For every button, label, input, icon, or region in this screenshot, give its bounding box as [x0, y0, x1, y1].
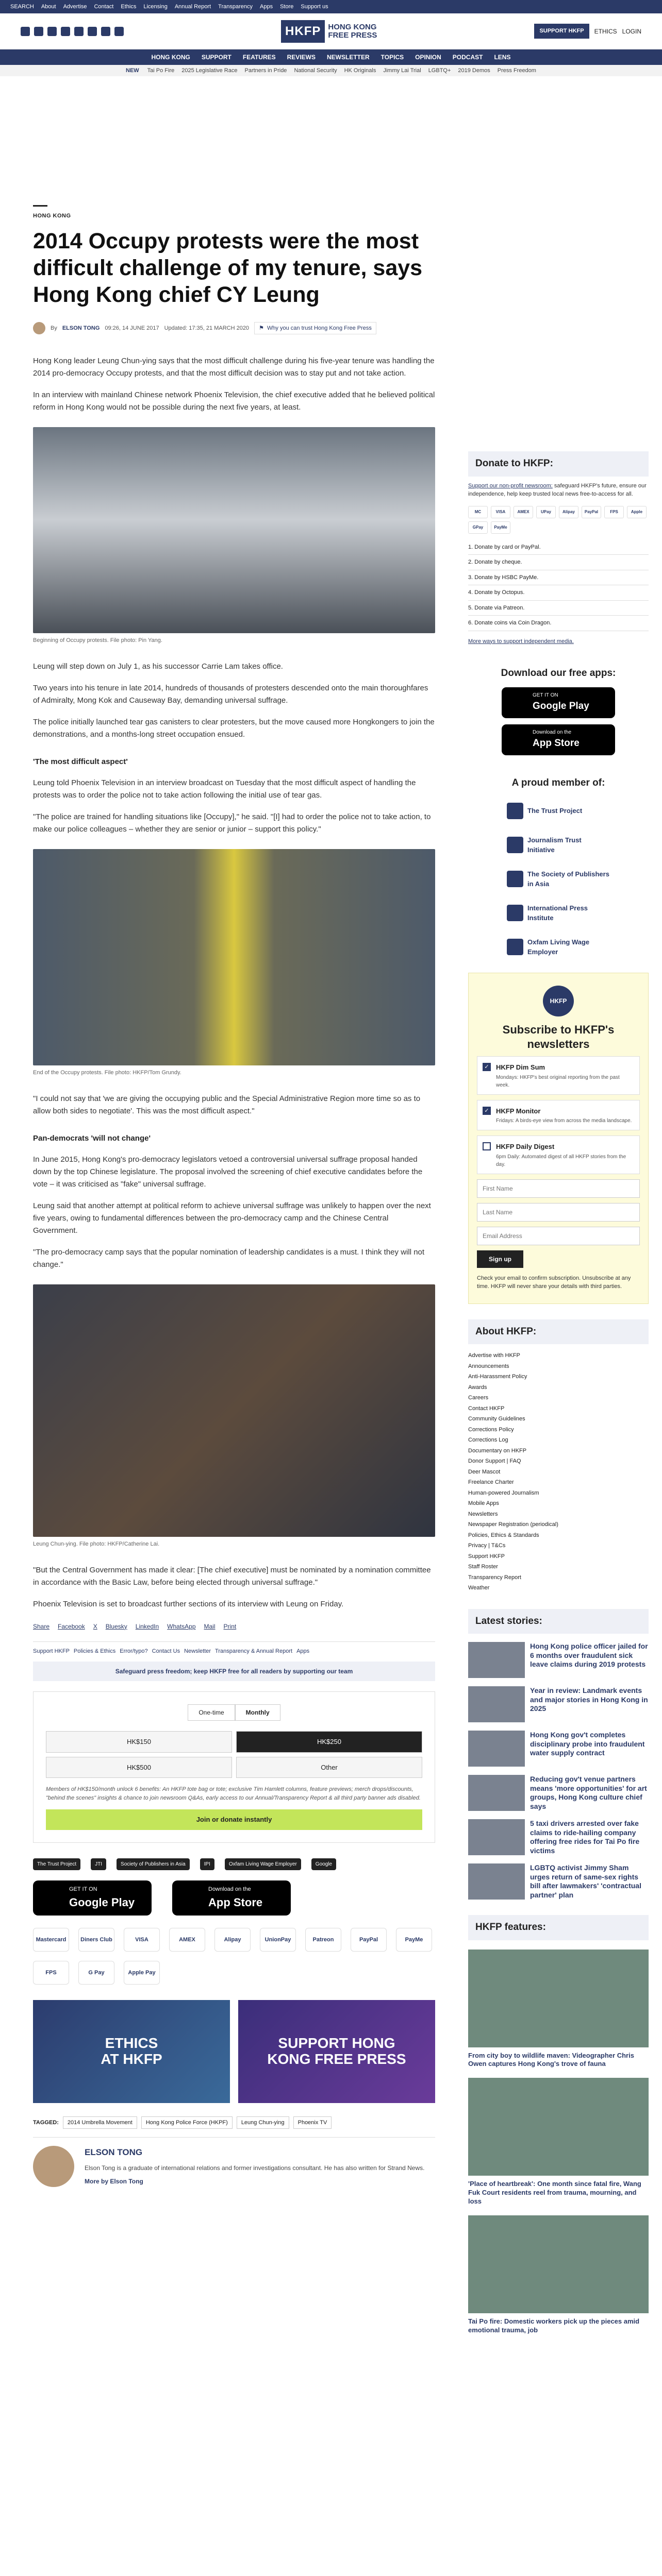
amount-option-selected[interactable]: HK$250: [236, 1731, 422, 1753]
about-link[interactable]: Newspaper Registration (periodical): [468, 1521, 558, 1528]
paragraph: Two years into his tenure in late 2014, hundreds of thousands of protesters descended onto the main thoroughfares of Admiralty, Mong Kok and Causeway Bay, demanding universal suffrage.: [33, 683, 428, 705]
member-badge[interactable]: JTI: [91, 1858, 106, 1870]
nav-item[interactable]: REVIEWS: [287, 54, 316, 61]
member-logo[interactable]: [507, 798, 610, 824]
paragraph: "But the Central Government has made it clear: [The chief executive] must be nominated by a nomination committee in accordance with the Basic Law, before being elected through universal suffrage.": [33, 1565, 431, 1587]
trending-link[interactable]: Jimmy Lai Trial: [383, 67, 421, 74]
paragraph: Leung told Phoenix Television in an interview broadcast on Tuesday that the most difficult aspect of handling the protests was to order the police not to take action following the initial use of tear gas.: [33, 778, 416, 800]
newsletter-option-name: HKFP Daily Digest: [496, 1143, 555, 1150]
article-category[interactable]: HONG KONG: [33, 213, 71, 219]
author-photo: [33, 2146, 74, 2187]
donate-heading: Donate to HKFP:: [468, 451, 649, 477]
donate-option-link[interactable]: 3. Donate by HSBC PayMe.: [468, 570, 649, 586]
member-logos: [468, 798, 649, 960]
sign-up-button[interactable]: Sign up: [477, 1250, 523, 1268]
footer-link[interactable]: Error/typo?: [120, 1648, 148, 1654]
card-logo: MC: [468, 506, 488, 518]
main-nav: [0, 49, 662, 65]
tags-label: TAGGED:: [33, 2119, 59, 2126]
nav-item[interactable]: LENS: [494, 54, 511, 61]
share-link[interactable]: Share: [33, 1622, 50, 1630]
member-logo[interactable]: [507, 866, 610, 892]
youtube-icon[interactable]: [74, 27, 84, 36]
about-link[interactable]: Transparency Report: [468, 1574, 521, 1581]
tag-link[interactable]: Phoenix TV: [293, 2116, 332, 2129]
payment-logo: Alipay: [214, 1928, 251, 1952]
store-top-text: Download on the: [208, 1886, 251, 1893]
tab-monthly[interactable]: Monthly: [235, 1704, 280, 1721]
trending-link[interactable]: HK Originals: [344, 67, 376, 74]
card-logo: Alipay: [559, 506, 578, 518]
linkedin-icon[interactable]: [101, 27, 110, 36]
checkbox[interactable]: [483, 1142, 491, 1150]
paragraph: Hong Kong leader Leung Chun-ying says that the most difficult challenge during his five-year tenure was handling the 2014 pro-democracy Occupy protests, and that the most difficult decision was to stay put and not take action.: [33, 357, 435, 378]
card-logos: [468, 506, 649, 534]
footer-link[interactable]: Contact Us: [152, 1648, 180, 1654]
member-badge[interactable]: The Trust Project: [33, 1858, 80, 1870]
payment-logo: FPS: [33, 1961, 69, 1985]
trending-link[interactable]: Partners in Pride: [244, 67, 287, 74]
amount-option[interactable]: HK$500: [46, 1757, 232, 1778]
about-link[interactable]: Corrections Policy: [468, 1426, 514, 1433]
support-video-promo[interactable]: SUPPORT HONG KONG FREE PRESS: [238, 2000, 435, 2103]
safeguard-banner: Safeguard press freedom; keep HKFP free for all readers by supporting our team: [33, 1662, 435, 1681]
utility-link[interactable]: About: [41, 3, 56, 10]
apps-heading: Download our free apps:: [501, 668, 616, 679]
store-name: App Store: [533, 737, 580, 749]
utility-link[interactable]: Support us: [301, 3, 328, 10]
latest-story[interactable]: [468, 1863, 649, 1900]
card-logo: UPay: [536, 506, 556, 518]
utility-link[interactable]: Store: [280, 3, 294, 10]
newsletter-option-text: [496, 1141, 634, 1168]
trending-link[interactable]: National Security: [294, 67, 337, 74]
ethics-link[interactable]: ETHICS: [594, 27, 617, 35]
about-link[interactable]: Documentary on HKFP: [468, 1447, 527, 1454]
newsletter-title: Subscribe to HKFP's newsletters: [502, 1023, 615, 1050]
newsletter-option[interactable]: [477, 1100, 640, 1131]
logo-line-2: FREE PRESS: [328, 30, 377, 40]
about-link[interactable]: Contact HKFP: [468, 1405, 505, 1412]
newsletter-signup: [468, 973, 649, 1304]
utility-link[interactable]: Apps: [260, 3, 273, 10]
about-link[interactable]: Mobile Apps: [468, 1500, 499, 1506]
site-logo[interactable]: [281, 20, 377, 43]
trending-bar: [0, 65, 662, 76]
subheading: 'The most difficult aspect': [33, 757, 128, 766]
nav-item[interactable]: FEATURES: [242, 54, 276, 61]
utility-link[interactable]: SEARCH: [10, 3, 34, 10]
nav-item[interactable]: PODCAST: [452, 54, 483, 61]
subheading: Pan-democrats 'will not change': [33, 1133, 151, 1143]
card-logo: PayPal: [582, 506, 601, 518]
feature-image[interactable]: [468, 2215, 649, 2313]
logo-line-1: HONG KONG: [328, 22, 377, 31]
photo-caption: End of the Occupy protests. File photo: HKFP/Tom Grundy.: [33, 1070, 181, 1076]
more-ways-link[interactable]: More ways to support independent media.: [468, 638, 574, 645]
latest-story[interactable]: [468, 1686, 649, 1722]
join-donate-button[interactable]: Join or donate instantly: [46, 1809, 422, 1830]
facebook-icon[interactable]: [21, 27, 30, 36]
updated-date: Updated: 17:35, 21 MARCH 2020: [164, 325, 250, 331]
share-link[interactable]: LinkedIn: [135, 1622, 159, 1630]
member-name: The Society of Publishers in Asia: [527, 870, 609, 888]
payment-logo: PayPal: [351, 1928, 387, 1952]
payment-logo: Mastercard: [33, 1928, 69, 1952]
store-name: Google Play: [69, 1895, 135, 1909]
member-badge[interactable]: IPI: [200, 1858, 214, 1870]
article-photo-protest[interactable]: [33, 427, 435, 633]
payment-methods: [33, 1928, 435, 1985]
member-logo-icon: [507, 871, 523, 887]
about-link[interactable]: Privacy | T&Cs: [468, 1543, 506, 1549]
payment-logo: G Pay: [78, 1961, 114, 1985]
member-badge[interactable]: Society of Publishers in Asia: [117, 1858, 190, 1870]
about-links: [468, 1350, 649, 1594]
latest-story[interactable]: [468, 1819, 649, 1855]
newsletter-option-desc: Fridays: A birds-eye view from across the media landscape.: [496, 1118, 632, 1124]
paragraph: Leung will step down on July 1, as his successor Carrie Lam takes office.: [33, 662, 283, 671]
promo-videos: [33, 2000, 435, 2103]
about-link[interactable]: Donor Support | FAQ: [468, 1458, 521, 1464]
share-link[interactable]: WhatsApp: [167, 1622, 196, 1630]
feature-image[interactable]: [468, 2078, 649, 2176]
story-thumbnail[interactable]: [468, 1819, 525, 1855]
latest-heading: Latest stories:: [468, 1609, 649, 1634]
member-name: Oxfam Living Wage Employer: [527, 938, 590, 956]
header-actions: [534, 24, 641, 39]
trending-link[interactable]: Tai Po Fire: [147, 67, 175, 74]
paragraph: "The pro-democracy camp says that the popular nomination of leadership candidates is a must. I think they will not change.": [33, 1248, 425, 1269]
author-box: [33, 2137, 435, 2187]
about-link[interactable]: Staff Roster: [468, 1564, 498, 1570]
byline-prefix: By: [51, 325, 57, 331]
member-logo[interactable]: [507, 832, 610, 858]
trending-link[interactable]: Press Freedom: [497, 67, 536, 74]
member-logo-icon: [507, 803, 523, 819]
footer-link[interactable]: Newsletter: [184, 1648, 211, 1654]
email-field[interactable]: [477, 1227, 640, 1245]
member-heading: A proud member of:: [511, 777, 605, 788]
donate-text-body: safeguard HKFP's future, ensure our independence, help keep trusted local news free-to-access for all.: [468, 482, 647, 497]
threads-icon[interactable]: [61, 27, 70, 36]
member-logo-icon: [507, 905, 523, 921]
utility-link[interactable]: Ethics: [121, 3, 137, 10]
newsletter-option-desc: 6pm Daily: Automated digest of all HKFP stories from the day.: [496, 1154, 626, 1167]
utility-link[interactable]: Contact: [94, 3, 114, 10]
member-badges: [33, 1858, 435, 1870]
mail-icon[interactable]: [114, 27, 124, 36]
feature-story[interactable]: [468, 2078, 649, 2206]
donate-text: [468, 482, 649, 499]
share-link[interactable]: Facebook: [58, 1622, 85, 1630]
login-link[interactable]: LOGIN: [622, 27, 641, 35]
donate-tabs: [46, 1704, 422, 1721]
paragraph: "I could not say that 'we are giving the occupying public and the Special Administrative Region more time so as to allow both sides to negotiate'. This was the most difficult aspect.": [33, 1094, 421, 1115]
utility-link[interactable]: Licensing: [143, 3, 168, 10]
feature-story[interactable]: [468, 2215, 649, 2335]
article-photo-leung[interactable]: [33, 1284, 435, 1537]
about-link[interactable]: Community Guidelines: [468, 1416, 525, 1422]
trending-items: [147, 66, 536, 75]
first-name-field[interactable]: [477, 1179, 640, 1198]
donate-amounts: [46, 1731, 422, 1778]
author-name[interactable]: ELSON TONG: [85, 2147, 143, 2158]
store-top-text: GET IT ON: [533, 692, 558, 698]
app-store-button[interactable]: [502, 724, 615, 755]
newsletter-option-desc: Mondays: HKFP's best original reporting from the past week.: [496, 1074, 620, 1088]
story-title[interactable]: Year in review: Landmark events and major stories in Hong Kong in 2025: [530, 1686, 648, 1713]
utility-link[interactable]: Annual Report: [174, 3, 211, 10]
nav-item[interactable]: NEWSLETTER: [326, 54, 370, 61]
donate-option-link[interactable]: 5. Donate via Patreon.: [468, 601, 649, 616]
story-title[interactable]: Reducing gov't venue partners means 'more opportunities' for art groups, Hong Kong culture chief says: [530, 1775, 647, 1810]
story-thumbnail[interactable]: [468, 1686, 525, 1722]
story-title[interactable]: Hong Kong gov't completes disciplinary probe into fraudulent water supply contract: [530, 1731, 645, 1757]
telegram-icon[interactable]: [88, 27, 97, 36]
payment-logo: Patreon: [305, 1928, 341, 1952]
utility-link[interactable]: Advertise: [63, 3, 87, 10]
donate-option-link[interactable]: 1. Donate by card or PayPal.: [468, 540, 649, 555]
tag-link[interactable]: Leung Chun-ying: [237, 2116, 289, 2129]
donate-option-link[interactable]: 6. Donate coins via Coin Dragon.: [468, 616, 649, 631]
member-logo-icon: [507, 939, 523, 955]
donate-options: [468, 540, 649, 631]
about-link[interactable]: Advertise with HKFP: [468, 1352, 520, 1359]
about-link[interactable]: Careers: [468, 1395, 489, 1401]
footer-link[interactable]: Apps: [296, 1648, 310, 1654]
payment-logo: AMEX: [169, 1928, 205, 1952]
utility-link[interactable]: Transparency: [218, 3, 253, 10]
donate-option-link[interactable]: 2. Donate by cheque.: [468, 555, 649, 570]
checkbox[interactable]: ✓: [483, 1107, 491, 1115]
member-badge[interactable]: Google: [311, 1858, 336, 1870]
share-link[interactable]: X: [93, 1622, 97, 1630]
feature-title[interactable]: 'Place of heartbreak': One month since fatal fire, Wang Fuk Court residents reel from trauma, mourning, and loss: [468, 2180, 641, 2206]
feature-story[interactable]: [468, 1950, 649, 2069]
logo-wordmark: [328, 23, 377, 40]
newsletter-options: [477, 1056, 640, 1174]
about-link[interactable]: Newsletters: [468, 1511, 498, 1517]
tab-one-time[interactable]: One-time: [188, 1704, 235, 1721]
byline-author[interactable]: ELSON TONG: [62, 325, 100, 331]
utility-bar: [0, 0, 662, 13]
google-play-button[interactable]: [502, 687, 615, 718]
category-rule: [33, 205, 47, 207]
article-tags: [33, 2116, 435, 2129]
latest-stories: [468, 1642, 649, 1900]
footer-link[interactable]: Transparency & Annual Report: [215, 1648, 293, 1654]
members-benefits-text: Members of HK$150/month unlock 6 benefits: An HKFP tote bag or tote; exclusive Tim Hamlett columns, feature previews; merch drops/discounts, "behind the scenes" insights & chance to join newsroom Q&As, early access to our Annual/Transparency Report & all third party banner ads disabled.: [46, 1786, 421, 1801]
paragraph: "The police are trained for handling situations like [Occupy]," he said. "[I] had to order the police not to take action, to make our police colleagues – whether they are senior or junior – support this policy.": [33, 812, 431, 834]
story-title[interactable]: Hong Kong police officer jailed for 6 months over fraudulent sick leave claims during 2019 protests: [530, 1642, 648, 1668]
story-thumbnail[interactable]: [468, 1863, 525, 1900]
nav-item[interactable]: OPINION: [415, 54, 441, 61]
store-top-text: GET IT ON: [69, 1886, 97, 1893]
trending-link[interactable]: 2019 Demos: [458, 67, 490, 74]
latest-story[interactable]: [468, 1775, 649, 1811]
share-link[interactable]: Mail: [204, 1622, 216, 1630]
paragraph: In an interview with mainland Chinese network Phoenix Television, the chief executive added that he believed political reform in Hong Kong would not be possible during the next five years, at least.: [33, 391, 435, 412]
share-links: [33, 1622, 435, 1631]
author-details: [85, 2146, 424, 2187]
payment-logo: VISA: [124, 1928, 160, 1952]
paragraph: In June 2015, Hong Kong's pro-democracy legislators vetoed a controversial universal suffrage proposal handed down by the top Chinese legislature. The proposal involved the screening of chief executive candidates before the vote – it was criticised as "fake" universal suffrage.: [33, 1155, 423, 1189]
card-logo: VISA: [491, 506, 510, 518]
card-logo: AMEX: [514, 506, 533, 518]
story-title[interactable]: 5 taxi drivers arrested over fake claims to ride-hailing company offering free rides for Tai Po fire victims: [530, 1819, 640, 1855]
sidebar: [468, 76, 649, 2335]
x-icon[interactable]: [34, 27, 43, 36]
trending-label: NEW: [126, 67, 139, 74]
newsletter-option[interactable]: [477, 1056, 640, 1095]
latest-story[interactable]: [468, 1642, 649, 1678]
store-name: Google Play: [533, 700, 589, 711]
about-link[interactable]: Policies, Ethics & Standards: [468, 1532, 539, 1538]
store-name: App Store: [208, 1895, 263, 1909]
member-logo[interactable]: [507, 900, 610, 926]
amount-option-other[interactable]: Other: [236, 1757, 422, 1778]
amount-option[interactable]: HK$150: [46, 1731, 232, 1753]
article-footer-links: [33, 1641, 435, 1656]
about-link[interactable]: Deer Mascot: [468, 1468, 501, 1475]
logo-mark: HKFP: [281, 20, 325, 43]
footer-link[interactable]: Support HKFP: [33, 1648, 70, 1654]
publish-date: 09:26, 14 JUNE 2017: [105, 325, 159, 331]
about-link[interactable]: Freelance Charter: [468, 1479, 514, 1485]
about-link[interactable]: Announcements: [468, 1363, 509, 1369]
tag-list: [63, 2116, 332, 2129]
member-name: Journalism Trust Initiative: [527, 836, 582, 854]
card-logo: Apple: [627, 506, 647, 518]
nav-item[interactable]: TOPICS: [380, 54, 404, 61]
story-thumbnail[interactable]: [468, 1642, 525, 1678]
article-title: 2014 Occupy protests were the most difficult challenge of my tenure, says Hong Kong chief CY Leung: [33, 228, 423, 308]
newsletter-option-text: [496, 1062, 634, 1089]
feature-title[interactable]: Tai Po fire: Domestic workers pick up the pieces amid emotional trauma, job: [468, 2317, 640, 2334]
photo-caption: Beginning of Occupy protests. File photo: Pin Yang.: [33, 637, 162, 644]
payment-logo: Diners Club: [78, 1928, 114, 1952]
trending-link[interactable]: 2025 Legislative Race: [181, 67, 238, 74]
story-thumbnail[interactable]: [468, 1731, 525, 1767]
feature-image[interactable]: [468, 1950, 649, 2047]
tag-link[interactable]: Hong Kong Police Force (HKPF): [141, 2116, 233, 2129]
shield-icon: ⚑: [259, 325, 264, 331]
site-header: [0, 13, 662, 49]
instagram-icon[interactable]: [47, 27, 57, 36]
about-link[interactable]: Weather: [468, 1585, 490, 1591]
member-badge[interactable]: Oxfam Living Wage Employer: [225, 1858, 301, 1870]
story-thumbnail[interactable]: [468, 1775, 525, 1811]
donate-option-link[interactable]: 4. Donate by Octopus.: [468, 585, 649, 601]
checkbox[interactable]: ✓: [483, 1063, 491, 1071]
about-link[interactable]: Anti-Harassment Policy: [468, 1374, 527, 1380]
social-links: [21, 27, 124, 36]
support-hkfp-button[interactable]: SUPPORT HKFP: [534, 24, 589, 39]
about-heading: About HKFP:: [468, 1319, 649, 1345]
paragraph: Leung said that another attempt at political reform to achieve universal suffrage was unlikely to happen over the next five years, owing to fundamental differences between the pro-democracy camp and the Chinese Central Government.: [33, 1201, 431, 1235]
trending-link[interactable]: LGBTQ+: [428, 67, 451, 74]
hkfp-logo-icon: HKFP: [543, 986, 574, 1016]
card-logo: GPay: [468, 521, 488, 534]
latest-story[interactable]: [468, 1731, 649, 1767]
trust-link[interactable]: [254, 322, 376, 335]
member-logo[interactable]: [507, 934, 610, 960]
newsletter-option-name: HKFP Dim Sum: [496, 1063, 545, 1071]
photo-caption: Leung Chun-ying. File photo: HKFP/Catherine Lai.: [33, 1541, 160, 1548]
nav-item[interactable]: HONG KONG: [151, 54, 190, 61]
about-link[interactable]: Support HKFP: [468, 1553, 505, 1560]
feature-stories: [468, 1950, 649, 2335]
paragraph: Phoenix Television is set to broadcast further sections of its interview with Leung on Friday.: [33, 1599, 344, 1608]
newsletter-option-text: [496, 1106, 632, 1125]
footer-link[interactable]: Policies & Ethics: [73, 1648, 116, 1654]
author-avatar: [33, 322, 45, 334]
share-link[interactable]: Print: [223, 1622, 237, 1630]
app-store-links: [33, 1880, 435, 1916]
google-play-button[interactable]: [33, 1880, 152, 1916]
about-link[interactable]: Human-powered Journalism: [468, 1489, 539, 1496]
payment-logo: PayMe: [396, 1928, 432, 1952]
paragraph: The police initially launched tear gas canisters to clear protesters, but the move caused more Hongkongers to join the demonstrations, and a months-long street occupation ensued.: [33, 717, 435, 739]
page-body: [0, 76, 662, 2335]
about-link[interactable]: Corrections Log: [468, 1437, 508, 1443]
app-store-button[interactable]: [172, 1880, 291, 1916]
member-logo-icon: [507, 837, 523, 853]
newsletter-option[interactable]: [477, 1136, 640, 1174]
byline: [33, 322, 435, 335]
card-logo: PayMe: [491, 521, 510, 534]
donate-widget: [33, 1691, 435, 1843]
nav-item[interactable]: SUPPORT: [201, 54, 231, 61]
tag-link[interactable]: 2014 Umbrella Movement: [63, 2116, 137, 2129]
article: [33, 76, 435, 2335]
member-name: The Trust Project: [527, 807, 583, 815]
card-logo: FPS: [604, 506, 624, 518]
member-name: International Press Institute: [527, 904, 588, 922]
payment-logo: Apple Pay: [124, 1961, 160, 1985]
newsletter-option-name: HKFP Monitor: [496, 1107, 541, 1115]
author-bio: Elson Tong is a graduate of international relations and former investigations consultant. He has also written for Strand News.: [85, 2164, 425, 2172]
story-title[interactable]: LGBTQ activist Jimmy Sham urges return of same-sex rights bill after lawmakers' 'contractual partner' plan: [530, 1863, 641, 1899]
store-top-text: Download on the: [533, 729, 572, 735]
last-name-field[interactable]: [477, 1203, 640, 1222]
article-photo-occupy-camp[interactable]: [33, 849, 435, 1065]
feature-title[interactable]: From city boy to wildlife maven: Videographer Chris Owen captures Hong Kong's trove of fauna: [468, 2051, 634, 2068]
donate-text-link[interactable]: Support our non-profit newsroom:: [468, 482, 553, 489]
ethics-video-promo[interactable]: ETHICS AT HKFP: [33, 2000, 230, 2103]
features-heading: HKFP features:: [468, 1915, 649, 1940]
payment-logo: UnionPay: [260, 1928, 296, 1952]
trust-label: Why you can trust Hong Kong Free Press: [267, 325, 372, 331]
share-link[interactable]: Bluesky: [105, 1622, 127, 1630]
more-by-author-link[interactable]: More by Elson Tong: [85, 2177, 143, 2185]
newsletter-note: Check your email to confirm subscription. Unsubscribe at any time. HKFP will never share your details with third parties.: [477, 1275, 631, 1290]
about-link[interactable]: Awards: [468, 1384, 487, 1391]
